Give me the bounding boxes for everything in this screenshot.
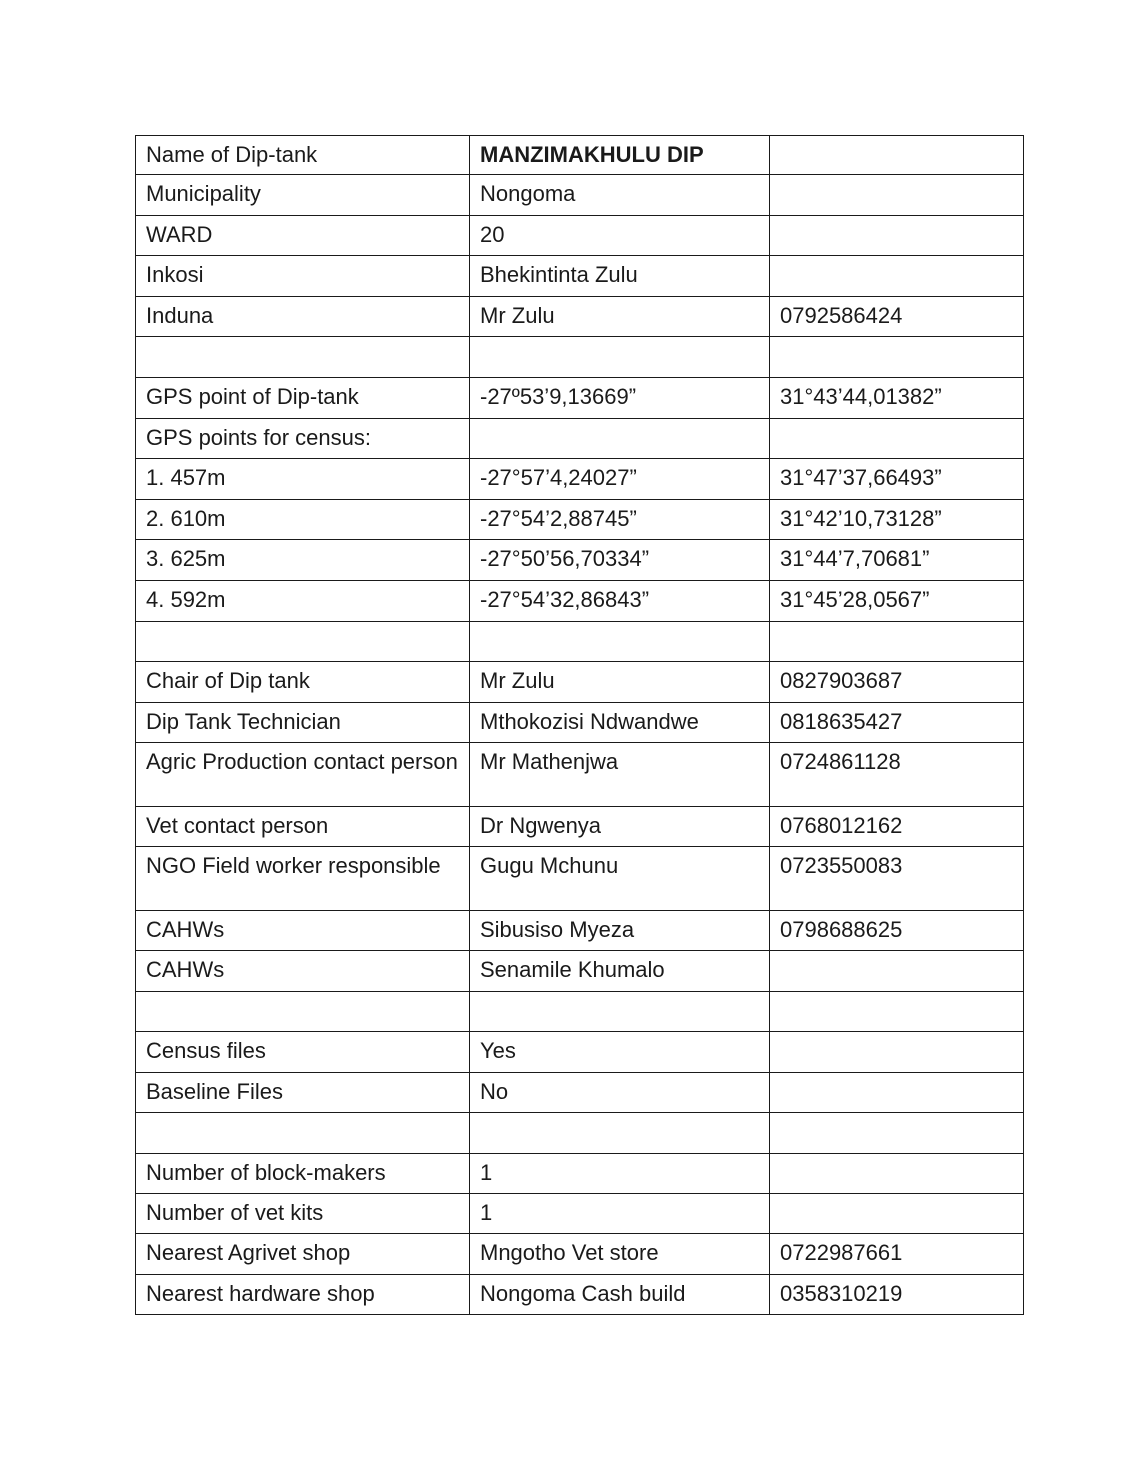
table-row <box>136 847 1024 911</box>
row-label-cell: Chair of Dip tank <box>136 662 470 703</box>
row-value-cell: Nongoma <box>470 175 770 216</box>
row-label-cell: Baseline Files <box>136 1073 470 1113</box>
row-value-cell: Mr Mathenjwa <box>470 743 770 807</box>
row-extra-cell <box>770 951 1024 992</box>
table-row <box>136 540 1024 581</box>
row-label-cell: Inkosi <box>136 256 470 297</box>
row-label-cell: Vet contact person <box>136 807 470 847</box>
table-row <box>136 136 1024 175</box>
row-value-cell <box>470 1113 770 1154</box>
row-label-cell: Dip Tank Technician <box>136 703 470 743</box>
row-value-cell: Bhekintinta Zulu <box>470 256 770 297</box>
row-value-cell: Mthokozisi Ndwandwe <box>470 703 770 743</box>
row-label-cell: CAHWs <box>136 911 470 951</box>
table-row <box>136 419 1024 459</box>
row-extra-cell <box>770 1194 1024 1234</box>
row-value-cell <box>470 419 770 459</box>
row-label-cell: Number of block-makers <box>136 1154 470 1194</box>
row-extra-cell <box>770 1154 1024 1194</box>
table-row <box>136 297 1024 337</box>
row-value-cell: -27º53’9,13669” <box>470 378 770 419</box>
row-extra-cell <box>770 337 1024 378</box>
table-row <box>136 337 1024 378</box>
row-value-cell <box>470 622 770 662</box>
row-extra-cell <box>770 1113 1024 1154</box>
table-row <box>136 807 1024 847</box>
row-value-cell: Senamile Khumalo <box>470 951 770 992</box>
table-row <box>136 1154 1024 1194</box>
table-row <box>136 703 1024 743</box>
row-extra-cell: 31°42’10,73128” <box>770 500 1024 540</box>
row-extra-cell: 0723550083 <box>770 847 1024 911</box>
row-value-cell: Nongoma Cash build <box>470 1275 770 1315</box>
table-row <box>136 1113 1024 1154</box>
table-row <box>136 1032 1024 1073</box>
row-label-cell <box>136 622 470 662</box>
row-extra-cell: 31°43’44,01382” <box>770 378 1024 419</box>
row-label-cell: Census files <box>136 1032 470 1073</box>
row-value-cell: Mr Zulu <box>470 297 770 337</box>
row-label-cell: Nearest hardware shop <box>136 1275 470 1315</box>
table-row <box>136 1275 1024 1315</box>
row-extra-cell: 0792586424 <box>770 297 1024 337</box>
row-value-cell: Sibusiso Myeza <box>470 911 770 951</box>
table-row <box>136 911 1024 951</box>
row-value-cell <box>470 337 770 378</box>
row-value-cell: Gugu Mchunu <box>470 847 770 911</box>
row-extra-cell: 0722987661 <box>770 1234 1024 1275</box>
row-value-cell: MANZIMAKHULU DIP <box>470 136 770 175</box>
row-extra-cell: 31°47’37,66493” <box>770 459 1024 500</box>
row-label-cell: Nearest Agrivet shop <box>136 1234 470 1275</box>
table-row <box>136 1194 1024 1234</box>
row-extra-cell <box>770 256 1024 297</box>
table-row <box>136 378 1024 419</box>
row-extra-cell: 31°45’28,0567” <box>770 581 1024 622</box>
row-label-cell <box>136 992 470 1032</box>
row-extra-cell: 31°44’7,70681” <box>770 540 1024 581</box>
row-label-cell: Name of Dip-tank <box>136 136 470 175</box>
row-extra-cell <box>770 175 1024 216</box>
row-extra-cell: 0827903687 <box>770 662 1024 703</box>
table-row <box>136 500 1024 540</box>
table-row <box>136 743 1024 807</box>
row-label-cell <box>136 337 470 378</box>
table-row <box>136 216 1024 256</box>
row-extra-cell: 0724861128 <box>770 743 1024 807</box>
table-row <box>136 951 1024 992</box>
table-row <box>136 622 1024 662</box>
row-label-cell: NGO Field worker responsible <box>136 847 470 911</box>
row-value-cell: -27°54’32,86843” <box>470 581 770 622</box>
row-value-cell: 1 <box>470 1154 770 1194</box>
row-extra-cell <box>770 1073 1024 1113</box>
row-label-cell <box>136 1113 470 1154</box>
table-body <box>136 136 1024 1315</box>
row-value-cell: Mngotho Vet store <box>470 1234 770 1275</box>
row-label-cell: Number of vet kits <box>136 1194 470 1234</box>
row-extra-cell <box>770 622 1024 662</box>
row-value-cell: -27°50’56,70334” <box>470 540 770 581</box>
table-row <box>136 581 1024 622</box>
row-extra-cell <box>770 992 1024 1032</box>
row-value-cell: 1 <box>470 1194 770 1234</box>
row-label-cell: GPS point of Dip-tank <box>136 378 470 419</box>
row-label-cell: 2. 610m <box>136 500 470 540</box>
table-row <box>136 459 1024 500</box>
row-extra-cell <box>770 419 1024 459</box>
row-label-cell: WARD <box>136 216 470 256</box>
table-row <box>136 1073 1024 1113</box>
row-extra-cell <box>770 1032 1024 1073</box>
row-label-cell: GPS points for census: <box>136 419 470 459</box>
table-row <box>136 992 1024 1032</box>
row-extra-cell: 0768012162 <box>770 807 1024 847</box>
row-value-cell: No <box>470 1073 770 1113</box>
row-value-cell: -27°57’4,24027” <box>470 459 770 500</box>
row-extra-cell <box>770 136 1024 175</box>
row-extra-cell: 0798688625 <box>770 911 1024 951</box>
table-row <box>136 1234 1024 1275</box>
row-extra-cell <box>770 216 1024 256</box>
table-row <box>136 175 1024 216</box>
row-value-cell: 20 <box>470 216 770 256</box>
row-extra-cell: 0818635427 <box>770 703 1024 743</box>
row-label-cell: 3. 625m <box>136 540 470 581</box>
row-value-cell <box>470 992 770 1032</box>
row-value-cell: -27°54’2,88745” <box>470 500 770 540</box>
row-label-cell: Agric Production contact person <box>136 743 470 807</box>
table-row <box>136 662 1024 703</box>
row-value-cell: Dr Ngwenya <box>470 807 770 847</box>
row-label-cell: 4. 592m <box>136 581 470 622</box>
row-label-cell: Induna <box>136 297 470 337</box>
row-value-cell: Yes <box>470 1032 770 1073</box>
row-label-cell: 1. 457m <box>136 459 470 500</box>
row-value-cell: Mr Zulu <box>470 662 770 703</box>
row-label-cell: Municipality <box>136 175 470 216</box>
row-label-cell: CAHWs <box>136 951 470 992</box>
table-row <box>136 256 1024 297</box>
row-extra-cell: 0358310219 <box>770 1275 1024 1315</box>
dip-tank-info-table <box>135 135 1024 1315</box>
